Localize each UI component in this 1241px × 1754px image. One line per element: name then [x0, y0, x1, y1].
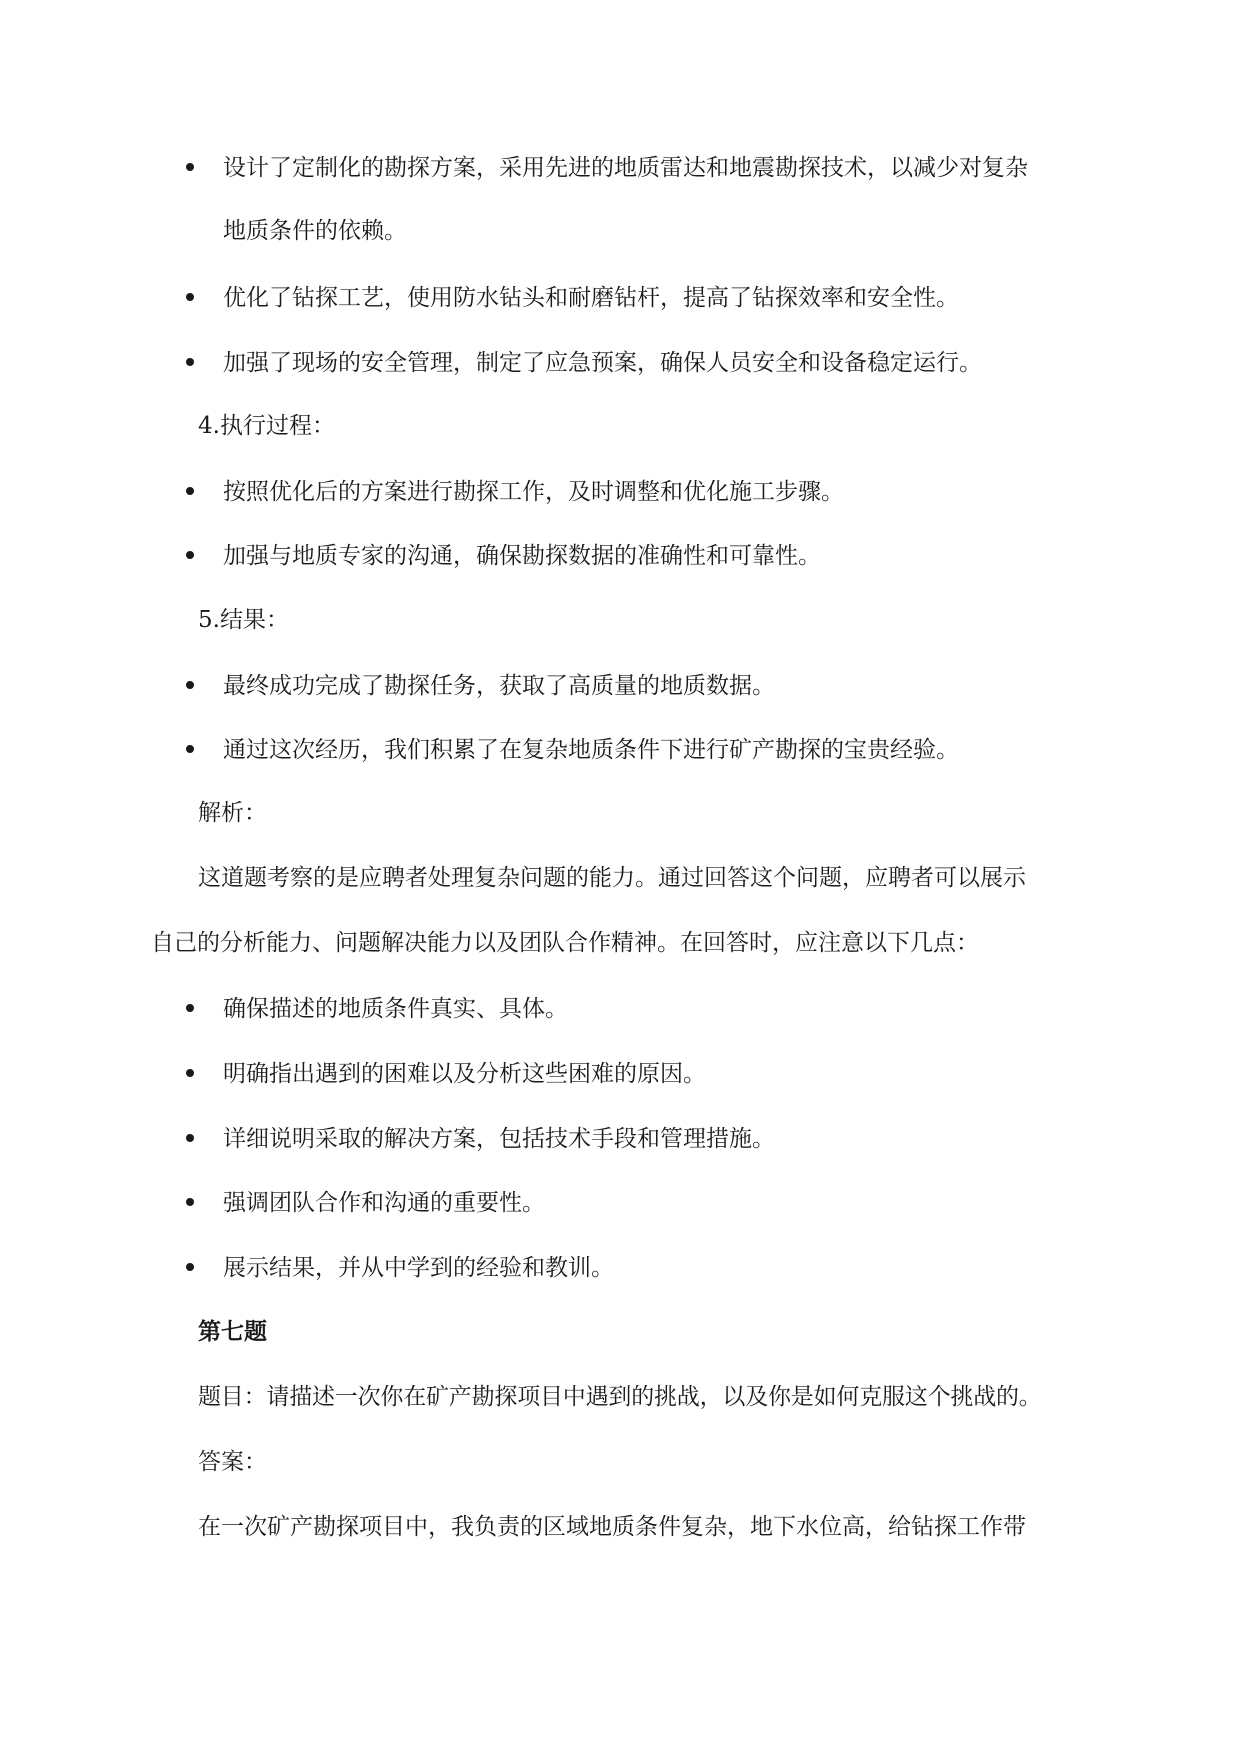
bullet-text: 强调团队合作和沟通的重要性。 — [223, 1190, 545, 1216]
bullet-icon — [186, 1134, 194, 1142]
bullet-icon — [186, 745, 194, 753]
bullet-icon — [186, 1263, 194, 1271]
bullet-icon — [186, 1198, 194, 1206]
bullet-text: 加强与地质专家的沟通，确保勘探数据的准确性和可靠性。 — [223, 543, 821, 569]
bullet-text: 设计了定制化的勘探方案，采用先进的地质雷达和地震勘探技术，以减少对复杂 — [223, 155, 1028, 181]
bullet-icon — [186, 1004, 194, 1012]
answer-label: 答案： — [198, 1449, 267, 1475]
question-text: 题目：请描述一次你在矿产勘探项目中遇到的挑战，以及你是如何克服这个挑战的。 — [198, 1384, 1042, 1410]
bullet-icon — [186, 681, 194, 689]
bullet-text: 加强了现场的安全管理，制定了应急预案，确保人员安全和设备稳定运行。 — [223, 350, 982, 376]
bullet-icon — [186, 163, 194, 171]
bullet-icon — [186, 551, 194, 559]
bullet-icon — [186, 487, 194, 495]
bullet-text: 明确指出遇到的困难以及分析这些困难的原因。 — [223, 1061, 706, 1087]
bullet-text: 展示结果，并从中学到的经验和教训。 — [223, 1255, 614, 1281]
answer-text: 在一次矿产勘探项目中，我负责的区域地质条件复杂，地下水位高，给钻探工作带 — [198, 1514, 1026, 1540]
section-heading: 4.执行过程： — [198, 413, 335, 439]
bullet-text: 通过这次经历，我们积累了在复杂地质条件下进行矿产勘探的宝贵经验。 — [223, 737, 959, 763]
analysis-label: 解析： — [198, 800, 267, 826]
bullet-text: 优化了钻探工艺，使用防水钻头和耐磨钻杆，提高了钻探效率和安全性。 — [223, 285, 959, 311]
bullet-icon — [186, 358, 194, 366]
bullet-text: 按照优化后的方案进行勘探工作，及时调整和优化施工步骤。 — [223, 479, 844, 505]
bullet-icon — [186, 293, 194, 301]
bullet-text-continued: 地质条件的依赖。 — [223, 218, 407, 244]
analysis-paragraph-line: 自己的分析能力、问题解决能力以及团队合作精神。在回答时，应注意以下几点： — [151, 930, 979, 956]
question-title: 第七题 — [198, 1318, 267, 1345]
bullet-text: 最终成功完成了勘探任务，获取了高质量的地质数据。 — [223, 673, 775, 699]
bullet-text: 详细说明采取的解决方案，包括技术手段和管理措施。 — [223, 1126, 775, 1152]
analysis-paragraph-line: 这道题考察的是应聘者处理复杂问题的能力。通过回答这个问题，应聘者可以展示 — [198, 865, 1026, 891]
bullet-icon — [186, 1069, 194, 1077]
section-heading: 5.结果： — [198, 607, 289, 633]
bullet-text: 确保描述的地质条件真实、具体。 — [223, 996, 568, 1022]
